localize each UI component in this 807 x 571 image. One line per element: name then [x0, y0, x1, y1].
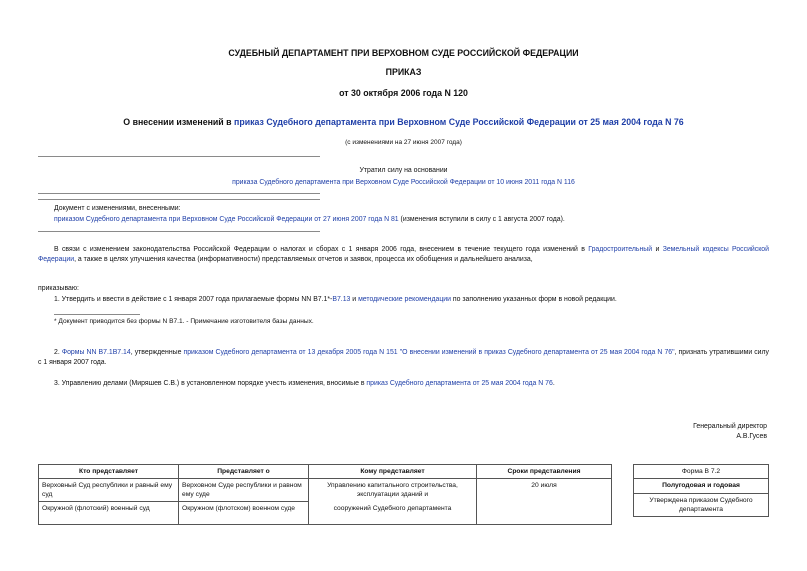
signature-position: Генеральный директор	[693, 423, 767, 430]
table-cell: 20 июля	[477, 479, 612, 502]
department-heading: СУДЕБНЫЙ ДЕПАРТАМЕНТ ПРИ ВЕРХОВНОМ СУДЕ РОССИЙСКОЙ ФЕДЕРАЦИИ	[228, 48, 579, 58]
form-box-row	[634, 479, 769, 494]
forms-b7-1-link[interactable]: Формы NN В7.1	[61, 349, 113, 356]
title-prefix: О внесении изменений в	[123, 117, 235, 127]
order-76-link[interactable]: приказ Судебного департамента от 25 мая 2004 года N 76	[366, 380, 553, 387]
order-word: приказываю:	[38, 285, 79, 292]
table-header-cell: Кому представляет	[309, 465, 477, 479]
table-cell: Управлению капитального строительства, эксплуатации зданий и	[309, 479, 477, 502]
item-text: , признать утратившими силу с 1 января 2007 года.	[38, 349, 769, 366]
lost-force-order-link[interactable]: приказа Судебного департамента при Верховном Суде Российской Федерации от 10 июня 2011 года N 116	[232, 179, 575, 186]
changes-suffix: (изменения вступили в силу с 1 августа 2007 года).	[398, 216, 565, 223]
item-text: , утвержденные	[130, 349, 184, 356]
footnote-text: * Документ приводится без формы N В7.1. - Примечание изготовителя базы данных.	[54, 318, 314, 325]
order-item-3	[54, 380, 774, 387]
order-item-2	[38, 348, 769, 368]
item-text: 2.	[54, 349, 62, 356]
table-header-row	[39, 465, 612, 479]
order-item-1	[54, 296, 774, 303]
table-cell: Верховном Суде республики и равном ему суде	[179, 479, 309, 502]
order-date: от 30 октября 2006 года N 120	[339, 88, 468, 98]
table-cell: Верховный Суд республики и равный ему суд	[39, 479, 179, 502]
table-row	[39, 502, 612, 525]
table-cell: сооружений Судебного департамента	[309, 502, 477, 525]
land-code-link[interactable]: Земельный кодексы Российской Федерации	[38, 246, 769, 263]
lost-force-link	[0, 179, 807, 186]
item-text: .	[552, 380, 555, 387]
signature-name: А.В.Гусев	[736, 433, 767, 440]
table-header-cell: Представляет о	[179, 465, 309, 479]
preamble-text: и	[652, 246, 663, 253]
item-text: по заполнению указанных форм в новой редакции.	[450, 296, 617, 303]
amendment-note: (с изменениями на 27 июня 2007 года)	[345, 139, 462, 146]
form-box-row	[634, 465, 769, 479]
form-approval: Утверждена приказом Судебного департамента	[634, 494, 769, 517]
table-row	[39, 479, 612, 502]
item-text: 1. Утвердить и ввести в действие с 1 января 2007 года прилагаемые формы NN В7.1*-	[54, 296, 333, 303]
form-info-box	[633, 464, 769, 517]
separator-rule	[38, 156, 320, 157]
urban-code-link[interactable]: Градостроительный	[588, 246, 653, 253]
form-box-row	[634, 494, 769, 517]
form-period: Полугодовая и годовая	[634, 479, 769, 494]
table-cell	[477, 502, 612, 525]
lost-force-label: Утратил силу на основании	[359, 167, 448, 174]
title-link[interactable]: приказ Судебного департамента при Верховном Суде Российской Федерации от 25 мая 2004 года N 76	[234, 117, 684, 127]
separator-rule	[38, 193, 320, 194]
changes-order-link[interactable]: приказом Судебного департамента при Верховном Суде Российской Федерации от 27 июня 2007 года N 81	[54, 216, 399, 223]
preamble-text: В связи с изменением законодательства Российской Федерации о налогах и сборах с 1 января 2006 года, внесением в течение текущего года изменений в	[54, 246, 589, 253]
item-text: и	[350, 296, 359, 303]
preamble-text: , а также в целях улучшения качества (информативности) представляемых отчетов и заявок, процесса их обобщения и дальнейшего анализа,	[74, 256, 533, 263]
order-type-heading: ПРИКАЗ	[385, 67, 422, 77]
table-cell: Окружной (флотский) военный суд	[39, 502, 179, 525]
footnote-rule	[54, 314, 140, 315]
changes-line	[54, 216, 774, 223]
report-schedule-table	[38, 464, 612, 525]
separator-rule	[38, 231, 320, 232]
signature-block	[693, 422, 767, 442]
table-header-cell: Сроки представления	[477, 465, 612, 479]
document-title	[0, 117, 807, 127]
separator-rule	[38, 199, 320, 200]
item-text: 3. Управлению делами (Миряшев С.В.) в установленном порядке учесть изменения, вносимые в	[54, 380, 367, 387]
order-151-link[interactable]: приказом Судебного департамента от 13 декабря 2005 года N 151 "О внесении изменений в приказ Судебного департамента от 25 мая 2004 года N 76"	[183, 349, 675, 356]
methodical-recommendations-link[interactable]: методические рекомендации	[358, 296, 451, 303]
changes-label: Документ с изменениями, внесенными:	[54, 205, 181, 212]
form-number: Форма В 7.2	[634, 465, 769, 479]
table-cell: Окружном (флотском) военном суде	[179, 502, 309, 525]
form-b7-14-link[interactable]: В7.14	[112, 349, 131, 356]
table-header-cell: Кто представляет	[39, 465, 179, 479]
preamble-paragraph	[38, 245, 769, 265]
form-b7-13-link[interactable]: В7.13	[332, 296, 351, 303]
